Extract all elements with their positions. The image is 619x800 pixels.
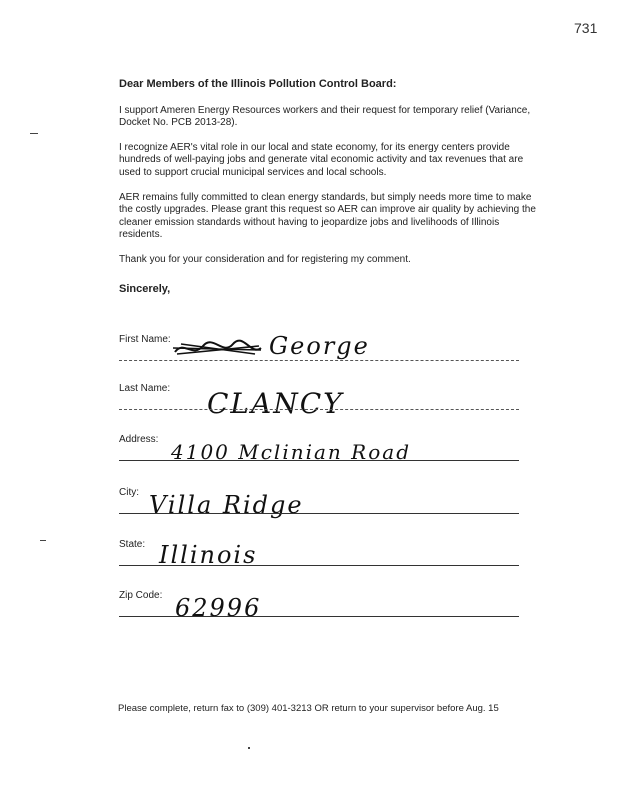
first-name-value: George	[269, 332, 370, 360]
scan-speck	[40, 540, 46, 541]
city-field[interactable]	[119, 487, 519, 527]
scan-speck	[248, 747, 250, 749]
state-value: Illinois	[159, 541, 258, 569]
state-line	[119, 565, 519, 566]
last-name-value: CLANCY	[207, 387, 344, 420]
first-name-label: First Name:	[119, 334, 171, 345]
scan-speck	[30, 133, 38, 134]
address-line	[119, 460, 519, 461]
paragraph-economy: I recognize AER's vital role in our local and state economy, for its energy centers provide hundreds of well-paying jobs and generate vital economic activity and tax revenues that are used to support crucial municipal services and local schools.	[119, 141, 524, 178]
page-number: 731	[574, 20, 598, 36]
zip-code-line	[119, 616, 519, 617]
zip-code-value: 62996	[175, 594, 262, 622]
footer-instructions: Please complete, return fax to (309) 401-3213 OR return to your supervisor before Aug. 15	[118, 703, 499, 714]
closing: Sincerely,	[119, 282, 171, 295]
last-name-field[interactable]	[119, 383, 519, 423]
paragraph-thanks: Thank you for your consideration and for registering my comment.	[119, 253, 411, 265]
last-name-line	[119, 409, 519, 410]
paragraph-standards: AER remains fully committed to clean energy standards, but simply needs more time to make the costly upgrades. Please grant this request so AER can improve air quality by achieving the cleaner emission standards without having to jeopardize jobs and livelihoods of Illinois residents.	[119, 191, 536, 241]
first-name-field[interactable]	[119, 334, 519, 374]
state-label: State:	[119, 539, 146, 550]
city-line	[119, 513, 519, 514]
zip-code-label: Zip Code:	[119, 590, 163, 601]
state-field[interactable]	[119, 539, 519, 579]
last-name-label: Last Name:	[119, 383, 171, 394]
letter-body	[119, 78, 539, 295]
city-label: City:	[119, 487, 139, 498]
zip-code-field[interactable]	[119, 590, 519, 630]
first-name-line	[119, 360, 519, 361]
paragraph-support: I support Ameren Energy Resources workers and their request for temporary relief (Variance, Docket No. PCB 2013-28).	[119, 104, 531, 129]
city-value: Villa Ridge	[149, 491, 304, 519]
address-label: Address:	[119, 434, 159, 445]
crossed-out-scribble	[171, 336, 263, 360]
address-field[interactable]	[119, 434, 519, 474]
address-value: 4100 Mclinian Road	[171, 440, 411, 464]
greeting: Dear Members of the Illinois Pollution Control Board:	[119, 78, 397, 90]
